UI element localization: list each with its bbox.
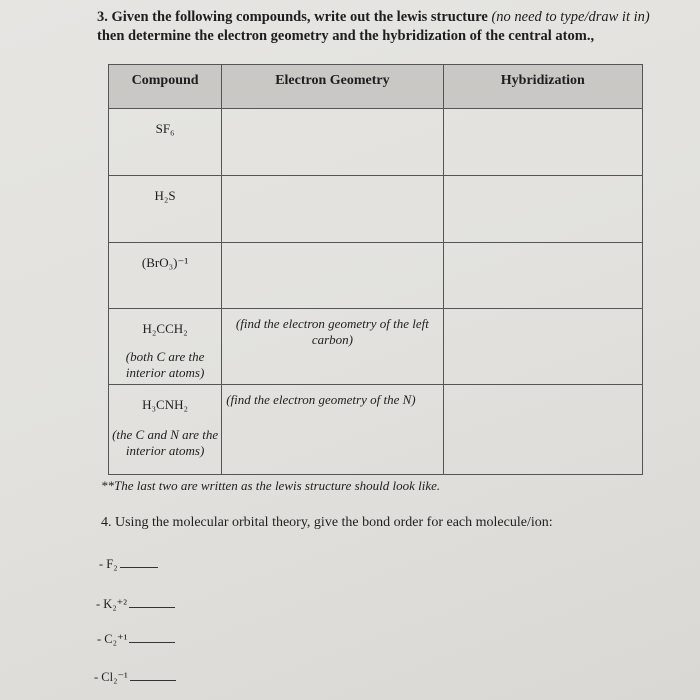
question-3-text [97, 8, 657, 46]
compound-note: (the C and N are the interior atoms) [112, 427, 219, 458]
geometry-cell[interactable] [222, 109, 443, 176]
compound-cell [109, 243, 222, 309]
header-hybridization: Hybridization [443, 65, 642, 109]
table-header-row [109, 65, 643, 109]
answer-blank[interactable] [130, 670, 176, 681]
table-footnote: **The last two are written as the lewis structure should look like. [101, 478, 441, 493]
hybridization-cell[interactable] [443, 243, 642, 309]
mo-item-label: - K₂⁺² [96, 597, 128, 611]
table-row [109, 109, 643, 176]
table-row [109, 309, 643, 385]
question-3-bold-a: Given the following compounds, write out the lewis structure [111, 9, 488, 25]
geometry-cell[interactable] [222, 385, 443, 475]
question-4-text: 4. Using the molecular orbital theory, give the bond order for each molecule/ion: [101, 515, 553, 530]
mo-item-label: - C₂⁺¹ [97, 632, 128, 646]
mo-item-f2 [99, 557, 158, 572]
hybridization-cell[interactable] [443, 309, 642, 385]
compound-note: (both C are the interior atoms) [125, 349, 205, 380]
question-3-bold-b: then determine the electron geometry and the hybridization of the central atom., [97, 28, 595, 44]
mo-item-k2 [96, 596, 175, 612]
geometry-cell[interactable] [222, 176, 443, 243]
compound-cell [109, 109, 222, 176]
hybridization-cell[interactable] [443, 385, 642, 475]
compound-name: H₂CCH₂ [142, 321, 188, 336]
question-3-italic: (no need to type/draw it in) [491, 9, 650, 25]
mo-item-cl2 [94, 669, 176, 685]
table-row [109, 385, 643, 475]
answer-blank[interactable] [129, 597, 175, 608]
compound-cell [109, 176, 222, 243]
geometry-hint: (find the electron geometry of the N) [226, 392, 416, 407]
compound-cell [109, 309, 222, 385]
question-3-number: 3. [97, 9, 108, 25]
hybridization-cell[interactable] [443, 109, 642, 176]
mo-item-label: - F₂ [99, 557, 118, 571]
answer-blank[interactable] [120, 557, 158, 568]
geometry-hint: (find the electron geometry of the left carbon) [235, 316, 429, 347]
answer-blank[interactable] [129, 632, 175, 643]
compound-name: SF₆ [155, 121, 175, 136]
header-compound: Compound [109, 65, 222, 109]
mo-item-label: - Cl₂⁻¹ [94, 670, 128, 684]
hybridization-cell[interactable] [443, 176, 642, 243]
compound-name: (BrO₃)⁻¹ [141, 255, 189, 270]
geometry-cell[interactable] [222, 243, 443, 309]
mo-item-c2 [97, 631, 175, 647]
compound-table [108, 64, 643, 475]
table-row [109, 243, 643, 309]
compound-name: H₃CNH₂ [142, 397, 189, 412]
table-row [109, 176, 643, 243]
compound-name: H₂S [154, 188, 176, 203]
header-electron-geometry: Electron Geometry [222, 65, 443, 109]
geometry-cell[interactable] [222, 309, 443, 385]
compound-cell [109, 385, 222, 475]
